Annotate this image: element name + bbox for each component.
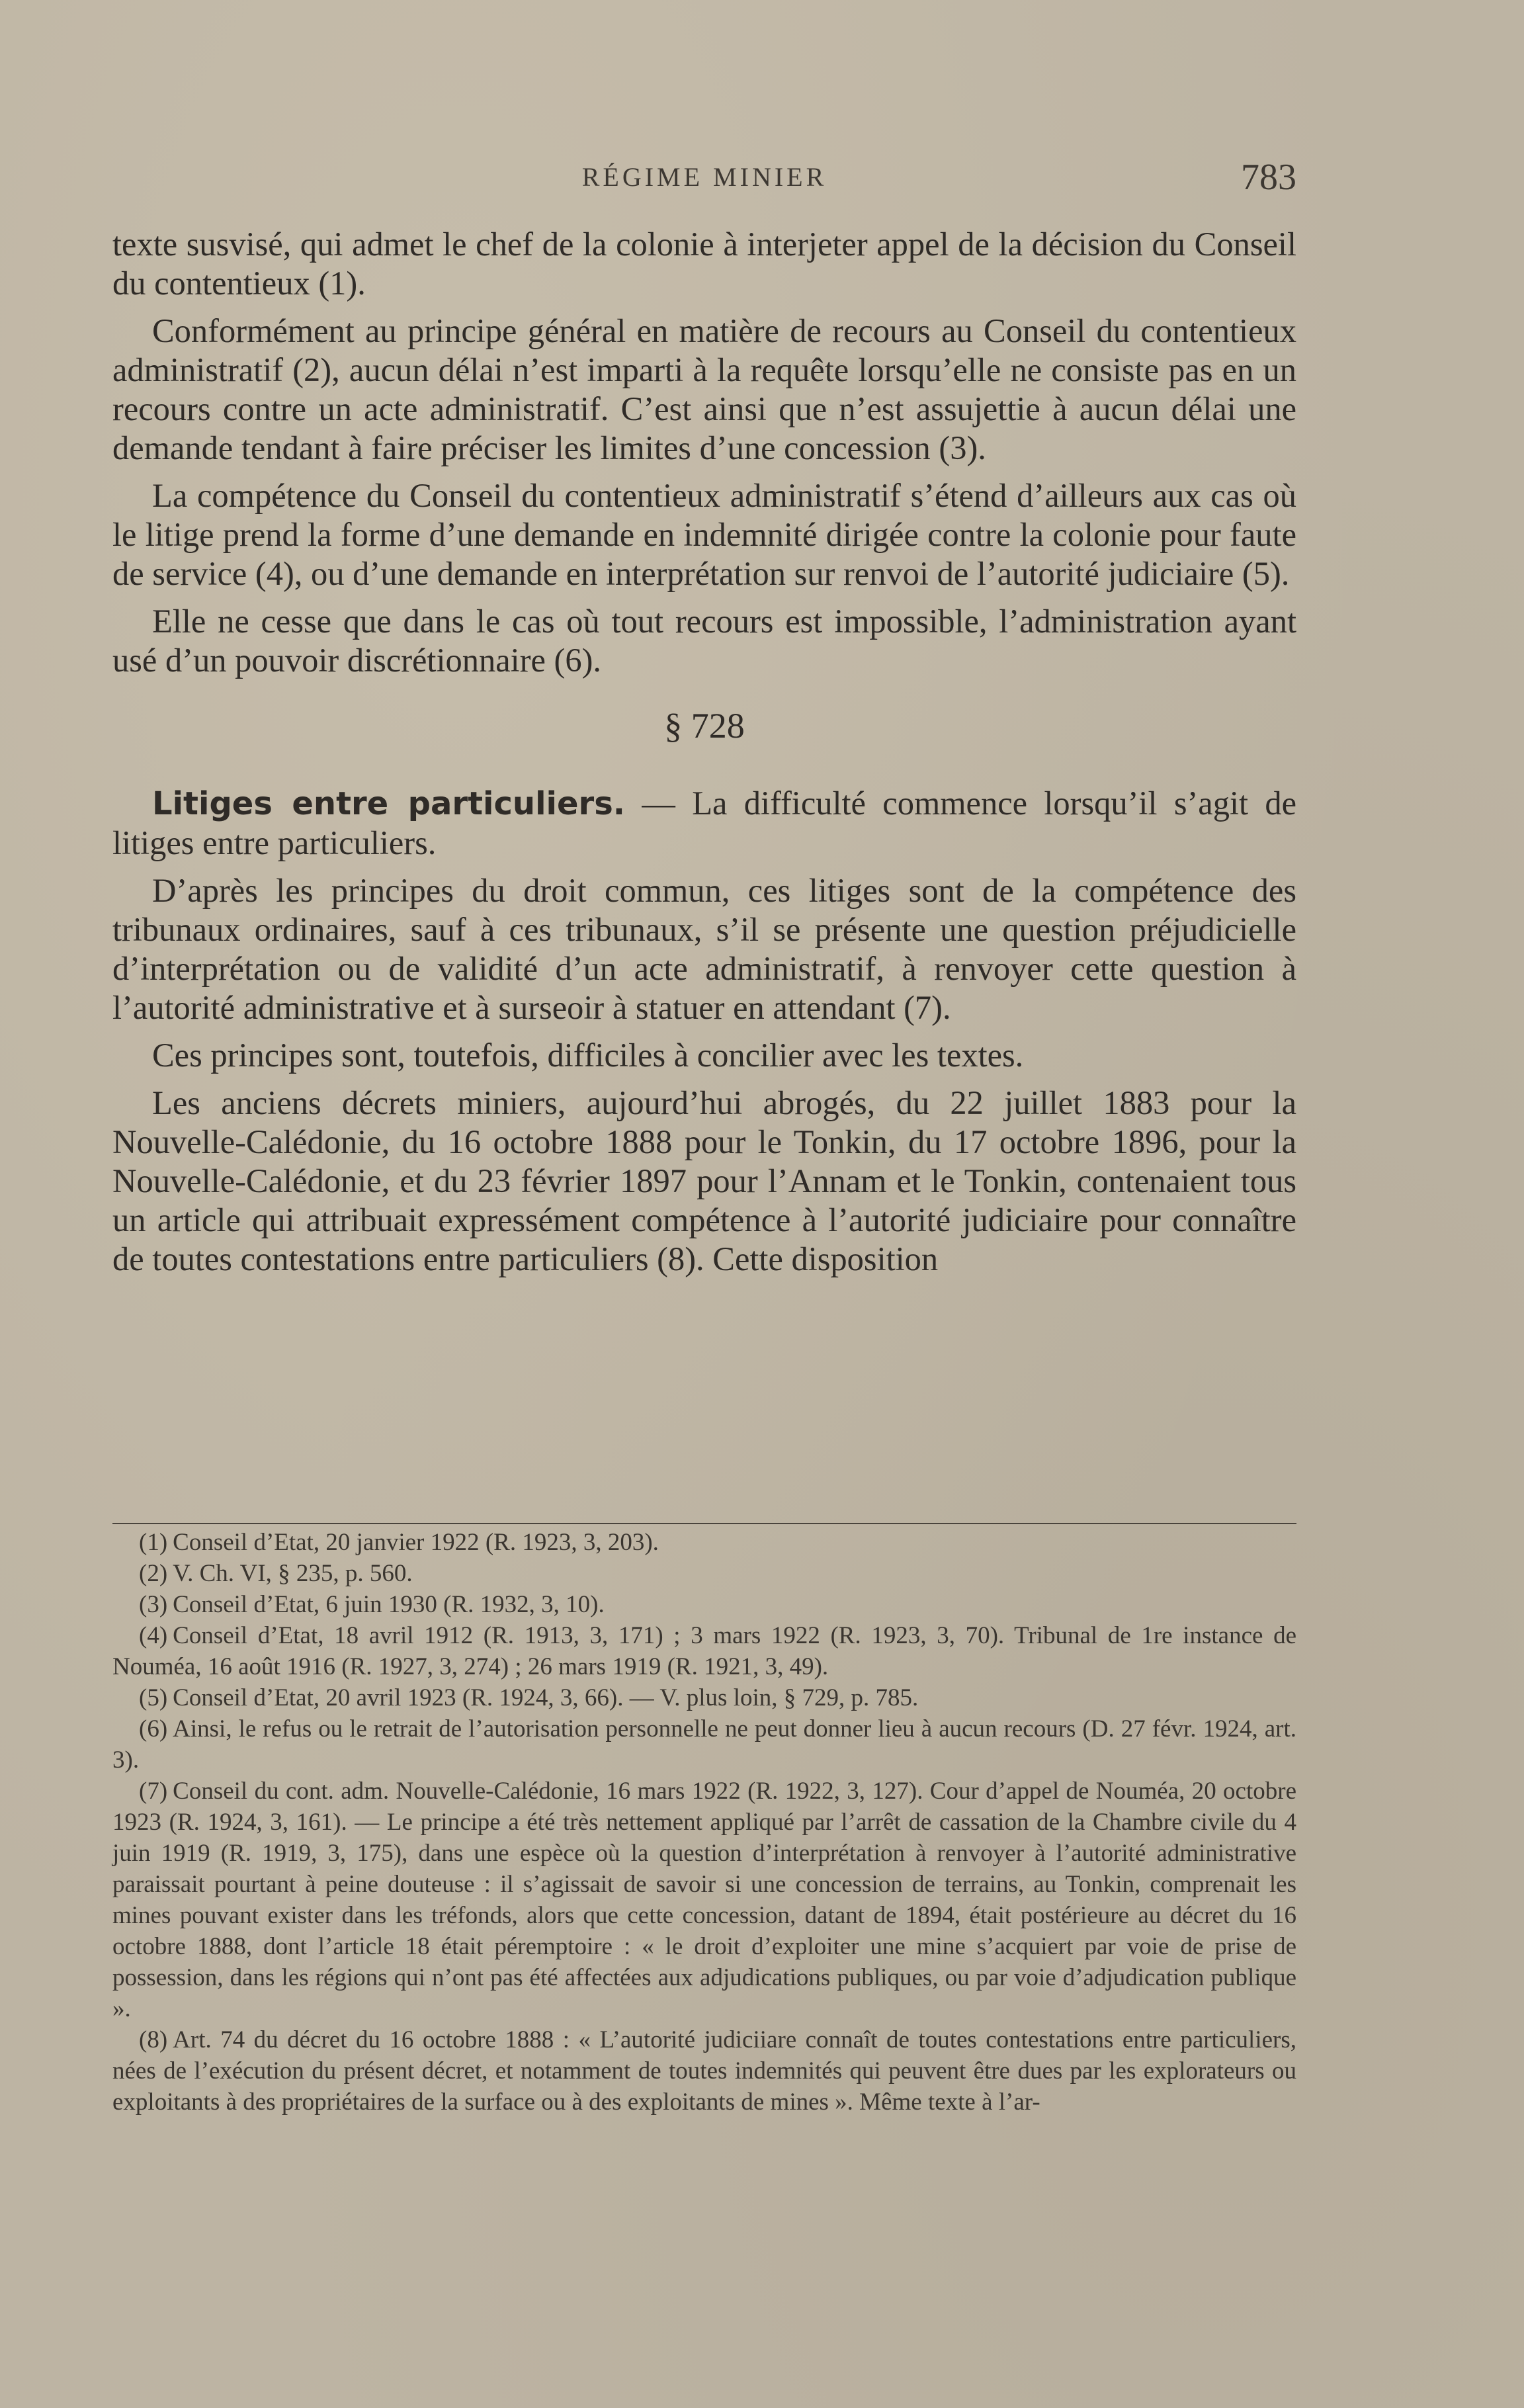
paragraph: La compétence du Conseil du contentieux administratif s’étend d’ailleurs aux cas où le litige prend la forme d’une demande en indemnité dirigée contre la colonie pour faute de service (4), ou d’une demande en interprétation sur renvoi de l’autorité judiciaire (5). [112,477,1296,592]
paragraph: D’après les principes du droit commun, ces litiges sont de la compétence des tribunaux ordinaires, sauf à ces tribunaux, s’il se présente une question préjudicielle d’interprétation ou de validité d’un acte administratif, à renvoyer cette question à l’autorité administrative et à surseoir à statuer en attendant (7). [112,872,1296,1026]
runin-text: — La difficulté commence lorsqu’il s’agit de litiges entre particuliers. [112,785,1297,861]
runin-title: Litiges entre particuliers. [152,785,626,822]
footnotes [112,1527,1296,2118]
footnote-text: Ainsi, le refus ou le retrait de l’autorisation personnelle ne peut donner lieu à aucun recours (D. 27 févr. 1924, art. 3). [112,1715,1296,1774]
footnote [112,1589,1296,1620]
footnote-number: (2) [139,1560,168,1587]
footnote-divider [112,1523,1296,1524]
footnote [112,2024,1296,2118]
page-header [112,156,1296,202]
footnote-number: (6) [139,1715,168,1742]
footnote [112,1682,1296,1713]
footnote-text: Conseil d’Etat, 20 avril 1923 (R. 1924, 3, 66). — V. plus loin, § 729, p. 785. [173,1684,919,1711]
footnote-number: (8) [139,2026,168,2053]
paragraph: Ces principes sont, toutefois, difficiles à concilier avec les textes. [152,1037,1024,1074]
footnote-text: Conseil d’Etat, 6 juin 1930 (R. 1932, 3, 10). [173,1591,605,1618]
footnote-text: Conseil d’Etat, 18 avril 1912 (R. 1913, 3, 171) ; 3 mars 1922 (R. 1923, 3, 70). Tribunal de 1re instance de Nouméa, 16 août 1916 (R. 1927, 3, 274) ; 26 mars 1919 (R. 1921, 3, 49). [112,1622,1296,1680]
footnote [112,1713,1296,1776]
footnote-text: V. Ch. VI, § 235, p. 560. [173,1560,413,1587]
running-title: RÉGIME MINIER [581,162,827,192]
footnote-number: (3) [139,1591,168,1618]
footnote-number: (5) [139,1684,168,1711]
footnote [112,1558,1296,1589]
page-number: 783 [1241,157,1296,198]
footnote-text: Conseil d’Etat, 20 janvier 1922 (R. 1923, 3, 203). [173,1529,659,1556]
footnote-number: (4) [139,1622,168,1649]
footnote-number: (1) [139,1529,168,1556]
footnote [112,1776,1296,2024]
paragraph: Conformément au principe général en matière de recours au Conseil du contentieux administratif (2), aucun délai n’est imparti à la requête lorsqu’elle ne consiste pas en un recours contre un acte administratif. C’est ainsi que n’est assujettie à aucun délai une demande tendant à faire préciser les limites d’une concession (3). [112,312,1296,466]
section-lead-paragraph [112,784,1296,863]
paragraph: Les anciens décrets miniers, aujourd’hui abrogés, du 22 juillet 1883 pour la Nouvelle-Calédonie, du 16 octobre 1888 pour le Tonkin, du 17 octobre 1896, pour la Nouvelle-Calédonie, et du 23 février 1897 pour l’Annam et le Tonkin, contenaient tous un article qui attribuait expressément compétence à l’autorité judiciaire pour connaître de toutes contestations entre particuliers (8). Cette disposition [112,1084,1296,1277]
paragraph: Elle ne cesse que dans le cas où tout recours est impossible, l’administration ayant usé d’un pouvoir discrétionnaire (6). [112,603,1296,679]
footnote-number: (7) [139,1778,168,1805]
section-heading: § 728 [664,706,745,746]
footnote-text: Art. 74 du décret du 16 octobre 1888 : « L’autorité judiciiare connaît de toutes contestations entre particuliers, nées de l’exécution du présent décret, et notamment de toutes indemnités qui peuvent être dues par les explorateurs ou exploitants à des propriétaires de la surface ou à des exploitants de mines ». Même texte à l’ar- [112,2026,1296,2116]
footnote [112,1620,1296,1682]
footnote-text: Conseil du cont. adm. Nouvelle-Calédonie, 16 mars 1922 (R. 1922, 3, 127). Cour d’appel de Nouméa, 20 octobre 1923 (R. 1924, 3, 161). — Le principe a été très nettement appliqué par l’arrêt de cassation de la Chambre civile du 4 juin 1919 (R. 1919, 3, 175), dans une espèce où la question d’interprétation à renvoyer à l’autorité administrative paraissait pourtant à peine douteuse : il s’agissait de savoir si une concession de terrains, au Tonkin, comprenait les mines pouvant exister dans les tréfonds, alors que cette concession, datant de 1894, était postérieure au décret du 16 octobre 1888, dont l’article 18 était péremptoire : « le droit d’exploiter une mine s’acquiert par voie de prise de possession, dans les régions qui n’ont pas été affectées aux adjudications publiques, ou par voie d’adjudication publique ». [112,1778,1296,2022]
main-text [112,225,1296,1287]
footnote [112,1527,1296,1558]
paragraph: texte susvisé, qui admet le chef de la colonie à interjeter appel de la décision du Conseil du contentieux (1). [112,226,1296,302]
